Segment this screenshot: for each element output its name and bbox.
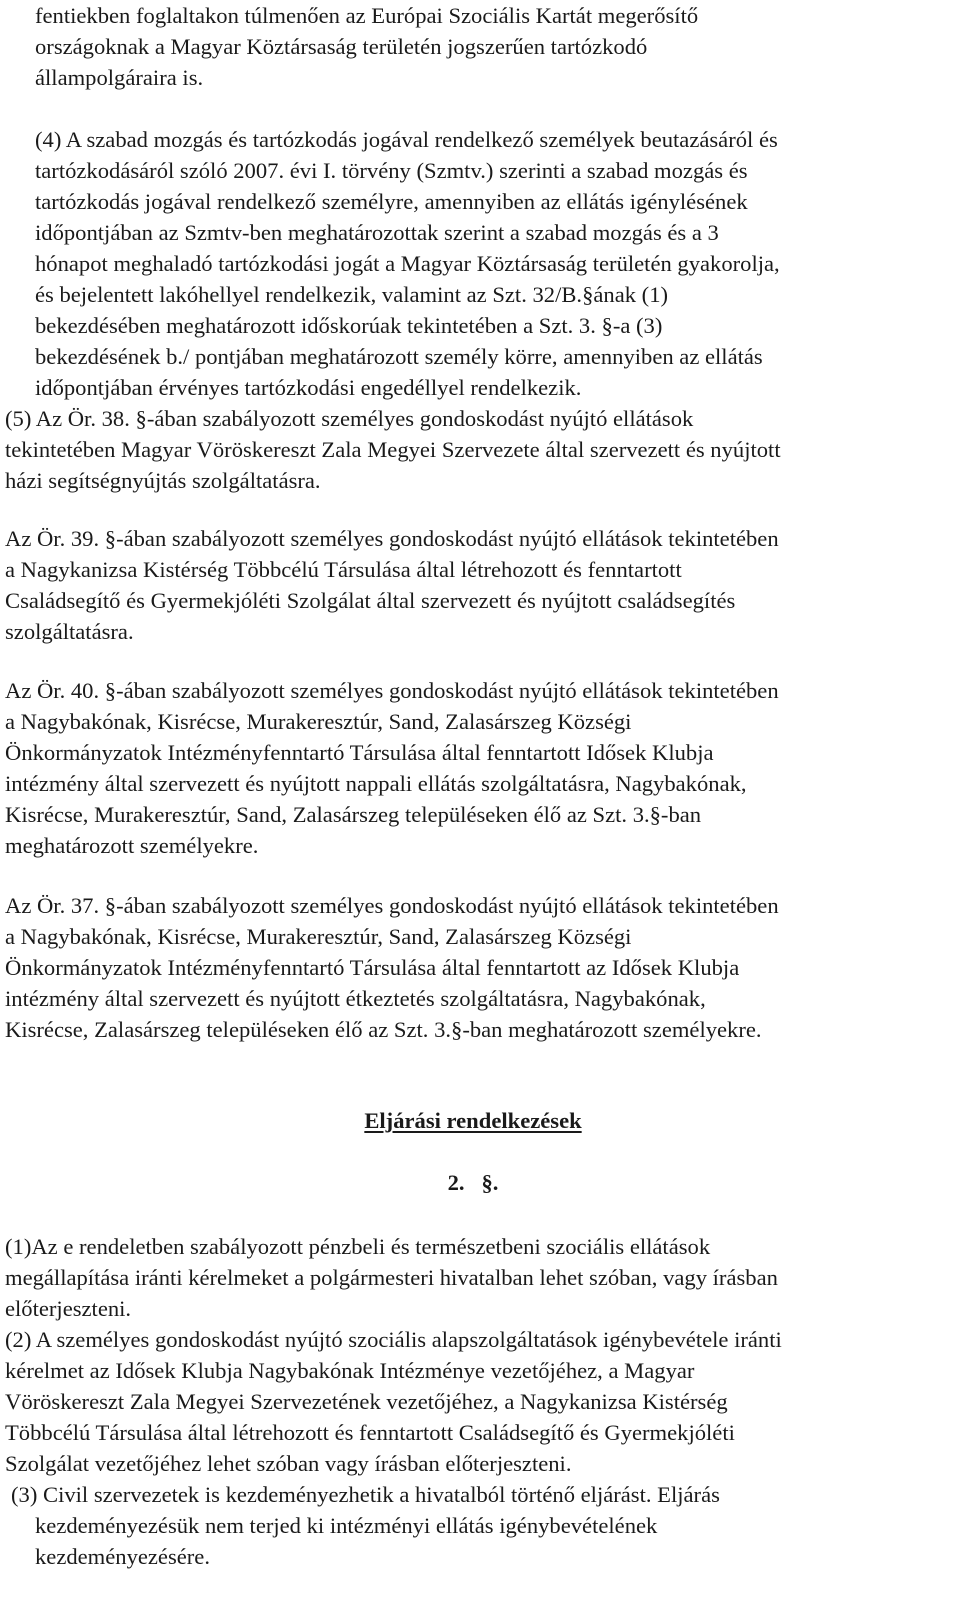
text-line: Szolgálat vezetőjéhez lehet szóban vagy írásban előterjeszteni. <box>5 1451 572 1476</box>
paragraph-or-37 <box>5 890 779 1045</box>
procedure-paragraph-3-indented <box>35 1510 657 1572</box>
text-line: tekintetében Magyar Vöröskereszt Zala Megyei Szervezete által szervezett és nyújtott <box>5 437 781 462</box>
section-number: 2. §. <box>447 1170 499 1195</box>
text-line: a Nagybakónak, Kisrécse, Murakeresztúr, Sand, Zalasárszeg Községi <box>5 709 632 734</box>
intro-paragraph <box>35 0 698 93</box>
text-line: Vöröskereszt Zala Megyei Szervezetének vezetőjéhez, a Nagykanizsa Kistérség <box>5 1389 728 1414</box>
paragraph-4-indented <box>35 186 780 403</box>
paragraph-or-40 <box>5 675 779 861</box>
text-line: Kisrécse, Zalasárszeg településeken élő az Szt. 3.§-ban meghatározott személyekre. <box>5 1017 762 1042</box>
text-line: fentiekben foglaltakon túlmenően az Európai Szociális Kartát megerősítő <box>35 3 699 28</box>
text-line: tartózkodás jogával rendelkező személyre, amennyiben az ellátás igénylésének <box>35 189 748 214</box>
text-line: tartózkodásáról szóló 2007. évi I. törvény (Szmtv.) szerinti a szabad mozgás és <box>35 158 748 183</box>
text-line: Az Ör. 39. §-ában szabályozott személyes gondoskodást nyújtó ellátások tekintetében <box>5 526 779 551</box>
text-line: bekezdésének b./ pontjában meghatározott személy körre, amennyiben az ellátás <box>35 344 763 369</box>
text-line: Az Ör. 40. §-ában szabályozott személyes gondoskodást nyújtó ellátások tekintetében <box>5 678 779 703</box>
text-line: Az Ör. 37. §-ában szabályozott személyes gondoskodást nyújtó ellátások tekintetében <box>5 893 779 918</box>
text-line: Önkormányzatok Intézményfenntartó Társulása által fenntartott az Idősek Klubja <box>5 955 740 980</box>
text-line: hónapot meghaladó tartózkodási jogát a Magyar Köztársaság területén gyakorolja, <box>35 251 780 276</box>
procedure-paragraph-2 <box>5 1324 782 1479</box>
text-line: állampolgáraira is. <box>35 65 204 90</box>
text-line: országoknak a Magyar Köztársaság területén jogszerűen tartózkodó <box>35 34 648 59</box>
text-line: megállapítása iránti kérelmeket a polgármesteri hivatalban lehet szóban, vagy írásban <box>5 1265 778 1290</box>
text-line: Kisrécse, Murakeresztúr, Sand, Zalasárszeg településeken élő az Szt. 3.§-ban <box>5 802 702 827</box>
text-line: Többcélú Társulása által létrehozott és fenntartott Családsegítő és Gyermekjóléti <box>5 1420 735 1445</box>
paragraph-or-39 <box>5 523 779 647</box>
text-line: intézmény által szervezett és nyújtott nappali ellátás szolgáltatásra, Nagybakónak, <box>5 771 747 796</box>
paragraph-5 <box>5 403 781 496</box>
text-line: előterjeszteni. <box>5 1296 132 1321</box>
text-line: időpontjában érvényes tartózkodási engedéllyel rendelkezik. <box>35 375 582 400</box>
procedure-paragraph-1 <box>5 1231 778 1324</box>
text-line: intézmény által szervezett és nyújtott étkeztetés szolgáltatásra, Nagybakónak, <box>5 986 706 1011</box>
text-line: a Nagybakónak, Kisrécse, Murakeresztúr, Sand, Zalasárszeg Községi <box>5 924 632 949</box>
text-line: kezdeményezésére. <box>35 1544 210 1569</box>
text-line: időpontjában az Szmtv-ben meghatározottak szerint a szabad mozgás és a 3 <box>35 220 719 245</box>
text-line: és bejelentett lakóhellyel rendelkezik, valamint az Szt. 32/B.§ának (1) <box>35 282 669 307</box>
section-heading-text: Eljárási rendelkezések <box>364 1108 582 1133</box>
text-line: (1)Az e rendeletben szabályozott pénzbeli és természetbeni szociális ellátások <box>5 1234 711 1259</box>
text-line: Önkormányzatok Intézményfenntartó Társulása által fenntartott Idősek Klubja <box>5 740 714 765</box>
text-line: szolgáltatásra. <box>5 619 134 644</box>
section-heading <box>0 1105 946 1136</box>
text-line: kezdeményezésük nem terjed ki intézményi ellátás igénybevételének <box>35 1513 658 1538</box>
text-line: bekezdésében meghatározott időskorúak tekintetében a Szt. 3. §-a (3) <box>35 313 663 338</box>
paragraph-4 <box>35 124 778 186</box>
procedure-paragraph-3 <box>11 1479 720 1510</box>
text-line: a Nagykanizsa Kistérség Többcélú Társulása által létrehozott és fenntartott <box>5 557 682 582</box>
text-line: (2) A személyes gondoskodást nyújtó szociális alapszolgáltatások igénybevétele iránti <box>5 1327 782 1352</box>
text-line: kérelmet az Idősek Klubja Nagybakónak Intézménye vezetőjéhez, a Magyar <box>5 1358 695 1383</box>
text-line: (3) Civil szervezetek is kezdeményezhetik a hivatalból történő eljárást. Eljárás <box>11 1482 720 1507</box>
text-line: házi segítségnyújtás szolgáltatásra. <box>5 468 321 493</box>
text-line: Családsegítő és Gyermekjóléti Szolgálat által szervezett és nyújtott családsegítés <box>5 588 736 613</box>
text-line: meghatározott személyekre. <box>5 833 259 858</box>
text-line: (4) A szabad mozgás és tartózkodás jogával rendelkező személyek beutazásáról és <box>35 127 778 152</box>
text-line: (5) Az Ör. 38. §-ában szabályozott személyes gondoskodást nyújtó ellátások <box>5 406 694 431</box>
